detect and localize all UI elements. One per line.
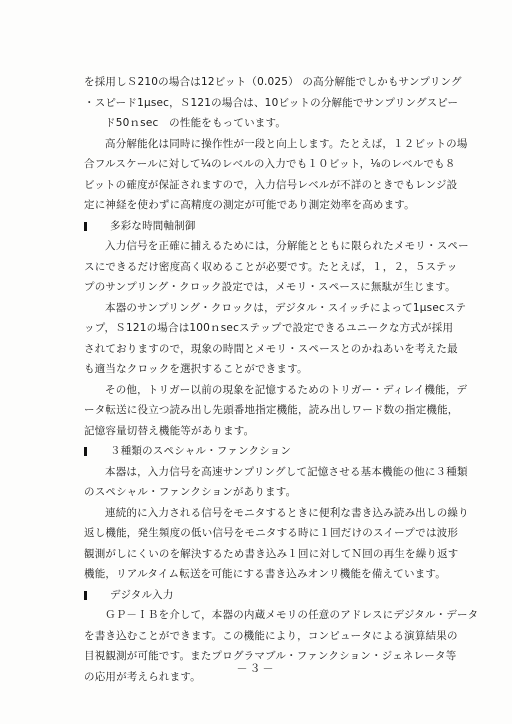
page-number: －３－ [236,662,276,675]
section-heading-text: ３種類のスペシャル・ファンクション [110,445,292,457]
text-line: 機能，リアルタイム転送を可能にする書き込みオンリ機能を備えています。 [84,568,446,580]
text-line: 本器は，入力信号を高速サンプリングして記憶させる基本機能の他に３種類 [105,465,468,478]
text-line: されておりますので，現象の時間とメモリ・スペースとのかねあいを考えた最 [84,342,458,355]
body-text [84,72,496,687]
square-bullet-icon [84,591,87,600]
text-line: 返し機能，発生頻度の低い信号をモニタする時に１回だけのスイープでは波形 [84,527,459,539]
section-heading [84,585,496,606]
text-line: 入力信号を正確に捕えるためには，分解能とともに限られたメモリ・スペー [105,240,469,252]
text-line: ビットの確度が保証されますので，入力信号レベルが不詳のときでもレンジ設 [84,178,458,191]
square-bullet-icon [84,222,87,231]
text-line: の応用が考えられます。 [84,670,201,683]
text-line: プのサンプリング・クロック設定では，メモリ・スペースに無駄が生じます。 [84,281,456,293]
text-line: 観測がしにくいのを解決するため書き込み１回に対してＮ回の再生を繰り返す [84,547,459,560]
text-line: のスペシャル・ファンクションがあります。 [84,486,297,498]
section-heading-text: 多彩な時間軸制御 [110,219,196,232]
text-line: ップ，Ｓ121の場合は100ｎsecステップで設定できるユニークな方式が採用 [84,322,454,334]
text-line: 定に神経を使わずに高精度の測定が可能であり測定効率を高めます。 [84,199,415,211]
text-line: その他，トリガー以前の現象を記憶するためのトリガー・ディレイ機能，デ [105,383,468,396]
text-line: ・スピード1μsec，Ｓ121の場合は、10ビットの分解能でサンプリングスピー [84,96,459,109]
text-line: を書き込むことができます。この機能により，コンピュータによる演算結果の [84,629,458,642]
section-heading [84,216,496,237]
text-line: 高分解能化は同時に操作性が一段と向上します。たとえば，１２ビットの場 [105,137,468,150]
text-line: ド50ｎsec の性能をもっています。 [105,117,287,129]
section-heading-text: デジタル入力 [110,588,174,601]
text-line: ＧＰ－ＩＢを介して，本器の内蔵メモリの任意のアドレスにデジタル・データ [105,609,479,621]
text-line: 記憶容量切替え機能等があります。 [84,424,255,437]
text-line: ータ転送に役立つ読み出し先頭番地指定機能，読み出しワード数の指定機能， [84,404,459,416]
text-line: を採用しＳ210の場合は12ビット（0.025） の高分解能でしかもサンプリング [84,76,462,88]
text-line: 本器のサンプリング・クロックは，デジタル・スイッチによって1μsecステ [105,301,467,314]
square-bullet-icon [84,447,87,456]
section-heading [84,441,496,462]
text-line: 合フルスケールに対して¼のレベルの入力でも１０ビット，⅛のレベルでも８ [84,158,456,170]
text-line: スにできるだけ密度高く収めることが必要です。たとえば，１，２，５ステッ [84,260,458,273]
text-line: 連続的に入力される信号をモニタするときに便利な書き込み読み出しの繰り [105,506,469,519]
text-line: も適当なクロックを選択することができます。 [84,363,308,375]
text-line: 目視観測が可能です。またプログラマブル・ファンクション・ジェネレータ等 [84,650,457,662]
